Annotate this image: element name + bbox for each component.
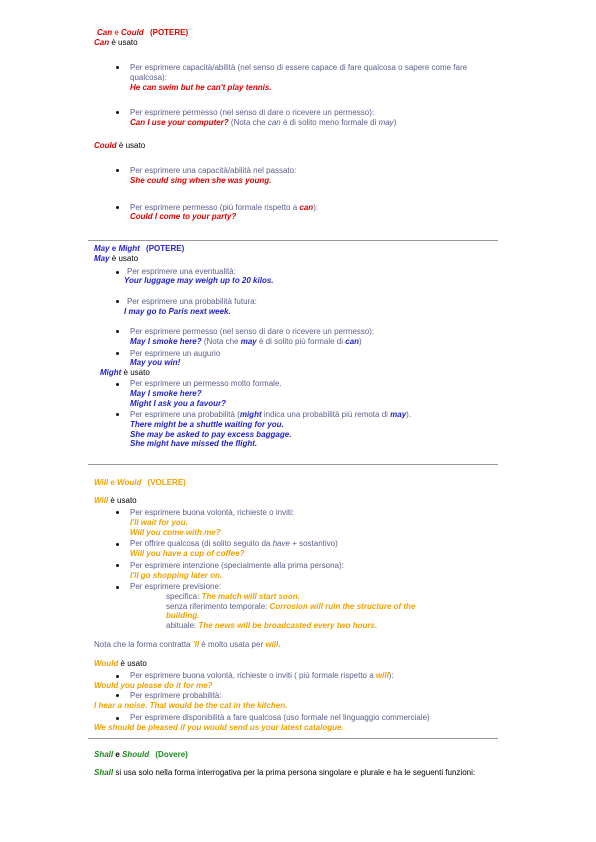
may-future-example: I may go to Paris next week. <box>124 307 231 316</box>
might-formal-example-1: May I smoke here? <box>130 389 202 398</box>
will-contraction-note: Nota che la forma contratta 'll è molto usata per will. <box>94 640 281 649</box>
will-intention-text: Per esprimere intenzione (specialmente alla prima persona): <box>130 561 344 570</box>
bullet <box>116 271 119 274</box>
will-prediction-timeless-2: building. <box>166 611 200 620</box>
would-goodwill-text: Per esprimere buona volontà, richieste o inviti ( più formale rispetto a will): <box>130 671 394 680</box>
would-probability-text: Per esprimere probabilità: <box>130 691 222 700</box>
could-past-ability-text: Per esprimere una capacità/abilità nel passato: <box>130 166 297 175</box>
bullet <box>116 330 119 333</box>
can-ability-text: Per esprimere capacità/abilità (nel senso di essere capace di fare qualcosa o sapere come fare <box>130 63 468 72</box>
can-ability-example: He can swim but he can't play tennis. <box>130 83 272 92</box>
bullet <box>116 511 119 514</box>
might-probability-text: Per esprimere una probabilità (might indica una probabilità più remota di may). <box>130 410 412 419</box>
bullet <box>116 352 119 355</box>
bullet <box>116 543 119 546</box>
would-probability-example: I hear a noise. That would be the cat in the kitchen. <box>94 701 288 710</box>
bullet <box>116 169 119 172</box>
bullet <box>116 300 119 303</box>
would-usage-line: Would è usato <box>94 659 147 668</box>
might-probability-example-3: She might have missed the flight. <box>130 439 258 448</box>
can-permission-text: Per esprimere permesso (nel senso di dare o ricevere un permesso): <box>130 108 375 117</box>
would-goodwill-example: Would you please do it for me? <box>94 681 213 690</box>
can-usage-line: Can è usato <box>94 38 138 47</box>
bullet <box>116 586 119 589</box>
section-divider <box>88 464 498 465</box>
bullet <box>116 111 119 114</box>
could-permission-example: Could I come to your party? <box>130 212 237 221</box>
will-prediction-specific: specifica: The match will start soon. <box>166 592 300 601</box>
will-would-heading: Will e Would (VOLERE) <box>94 478 186 487</box>
will-prediction-habitual: abituale: The news will be broadcasted every two hours. <box>166 621 378 630</box>
could-permission-text: Per esprimere permesso (più formale rispetto a can): <box>130 203 319 212</box>
could-usage-line: Could è usato <box>94 141 146 150</box>
could-past-ability-example: She could sing when she was young. <box>130 176 272 185</box>
section-divider <box>88 240 498 241</box>
bullet <box>116 66 119 69</box>
can-permission-example-line: Can I use your computer? (Nota che can è di solito meno formale di may) <box>130 118 397 127</box>
will-prediction-timeless: senza riferimento temporale: Corrosion will ruin the structure of the <box>166 602 416 611</box>
might-usage-line: Might è usato <box>100 368 150 377</box>
bullet <box>116 564 119 567</box>
can-ability-text-2: qualcosa): <box>130 73 167 82</box>
bullet <box>116 413 119 416</box>
will-goodwill-text: Per esprimere buona volontà, richieste o inviti: <box>130 508 295 517</box>
might-formal-text: Per esprimere un permesso molto formale. <box>130 379 282 388</box>
would-availability-example: We should be pleased if you would send us your latest catalogue. <box>94 723 344 732</box>
may-future-text: Per esprimere una probabilità futura: <box>127 297 257 306</box>
may-eventuality-text: Per esprimere una eventualità: <box>127 267 236 276</box>
may-wish-text: Per esprimere un augurio <box>130 349 221 358</box>
will-goodwill-example-1: I'll wait for you. <box>130 518 188 527</box>
may-usage-line: May è usato <box>94 254 139 263</box>
may-eventuality-example: Your luggage may weigh up to 20 kilos. <box>124 276 274 285</box>
will-intention-example: I'll go shopping later on. <box>130 571 223 580</box>
shall-should-heading: Shall e Should (Dovere) <box>94 750 188 759</box>
shall-usage-line: Shall si usa solo nella forma interrogativa per la prima persona singolare e plurale e ha le seguenti funzioni: <box>94 768 476 777</box>
bullet <box>116 206 119 209</box>
would-availability-text: Per esprimere disponibilità a fare qualcosa (uso formale nel linguaggio commerciale) <box>130 713 430 722</box>
may-permission-example-line: May I smoke here? (Nota che may è di solito più formale di can) <box>130 337 362 346</box>
section-divider <box>88 738 498 739</box>
will-goodwill-example-2: Will you come with me? <box>130 528 221 537</box>
bullet <box>116 694 119 697</box>
will-offer-text: Per offrire qualcosa (di solito seguito da have + sostantivo) <box>130 539 338 548</box>
bullet <box>116 717 119 720</box>
will-prediction-text: Per esprimere previsione: <box>130 582 222 591</box>
will-usage-line: Will è usato <box>94 496 137 505</box>
bullet <box>116 383 119 386</box>
might-probability-example-1: There might be a shuttle waiting for you. <box>130 420 284 429</box>
may-permission-text: Per esprimere permesso (nel senso di dare o ricevere un permesso): <box>130 327 375 336</box>
bullet <box>116 675 119 678</box>
will-offer-example: Will you have a cup of coffee? <box>130 549 245 558</box>
may-wish-example: May you win! <box>130 358 181 367</box>
may-might-heading: May e Might (POTERE) <box>94 244 185 253</box>
might-formal-example-2: Might I ask you a favour? <box>130 399 227 408</box>
might-probability-example-2: She may be asked to pay excess baggage. <box>130 430 292 439</box>
can-could-heading: Can e Could (POTERE) <box>97 28 189 37</box>
